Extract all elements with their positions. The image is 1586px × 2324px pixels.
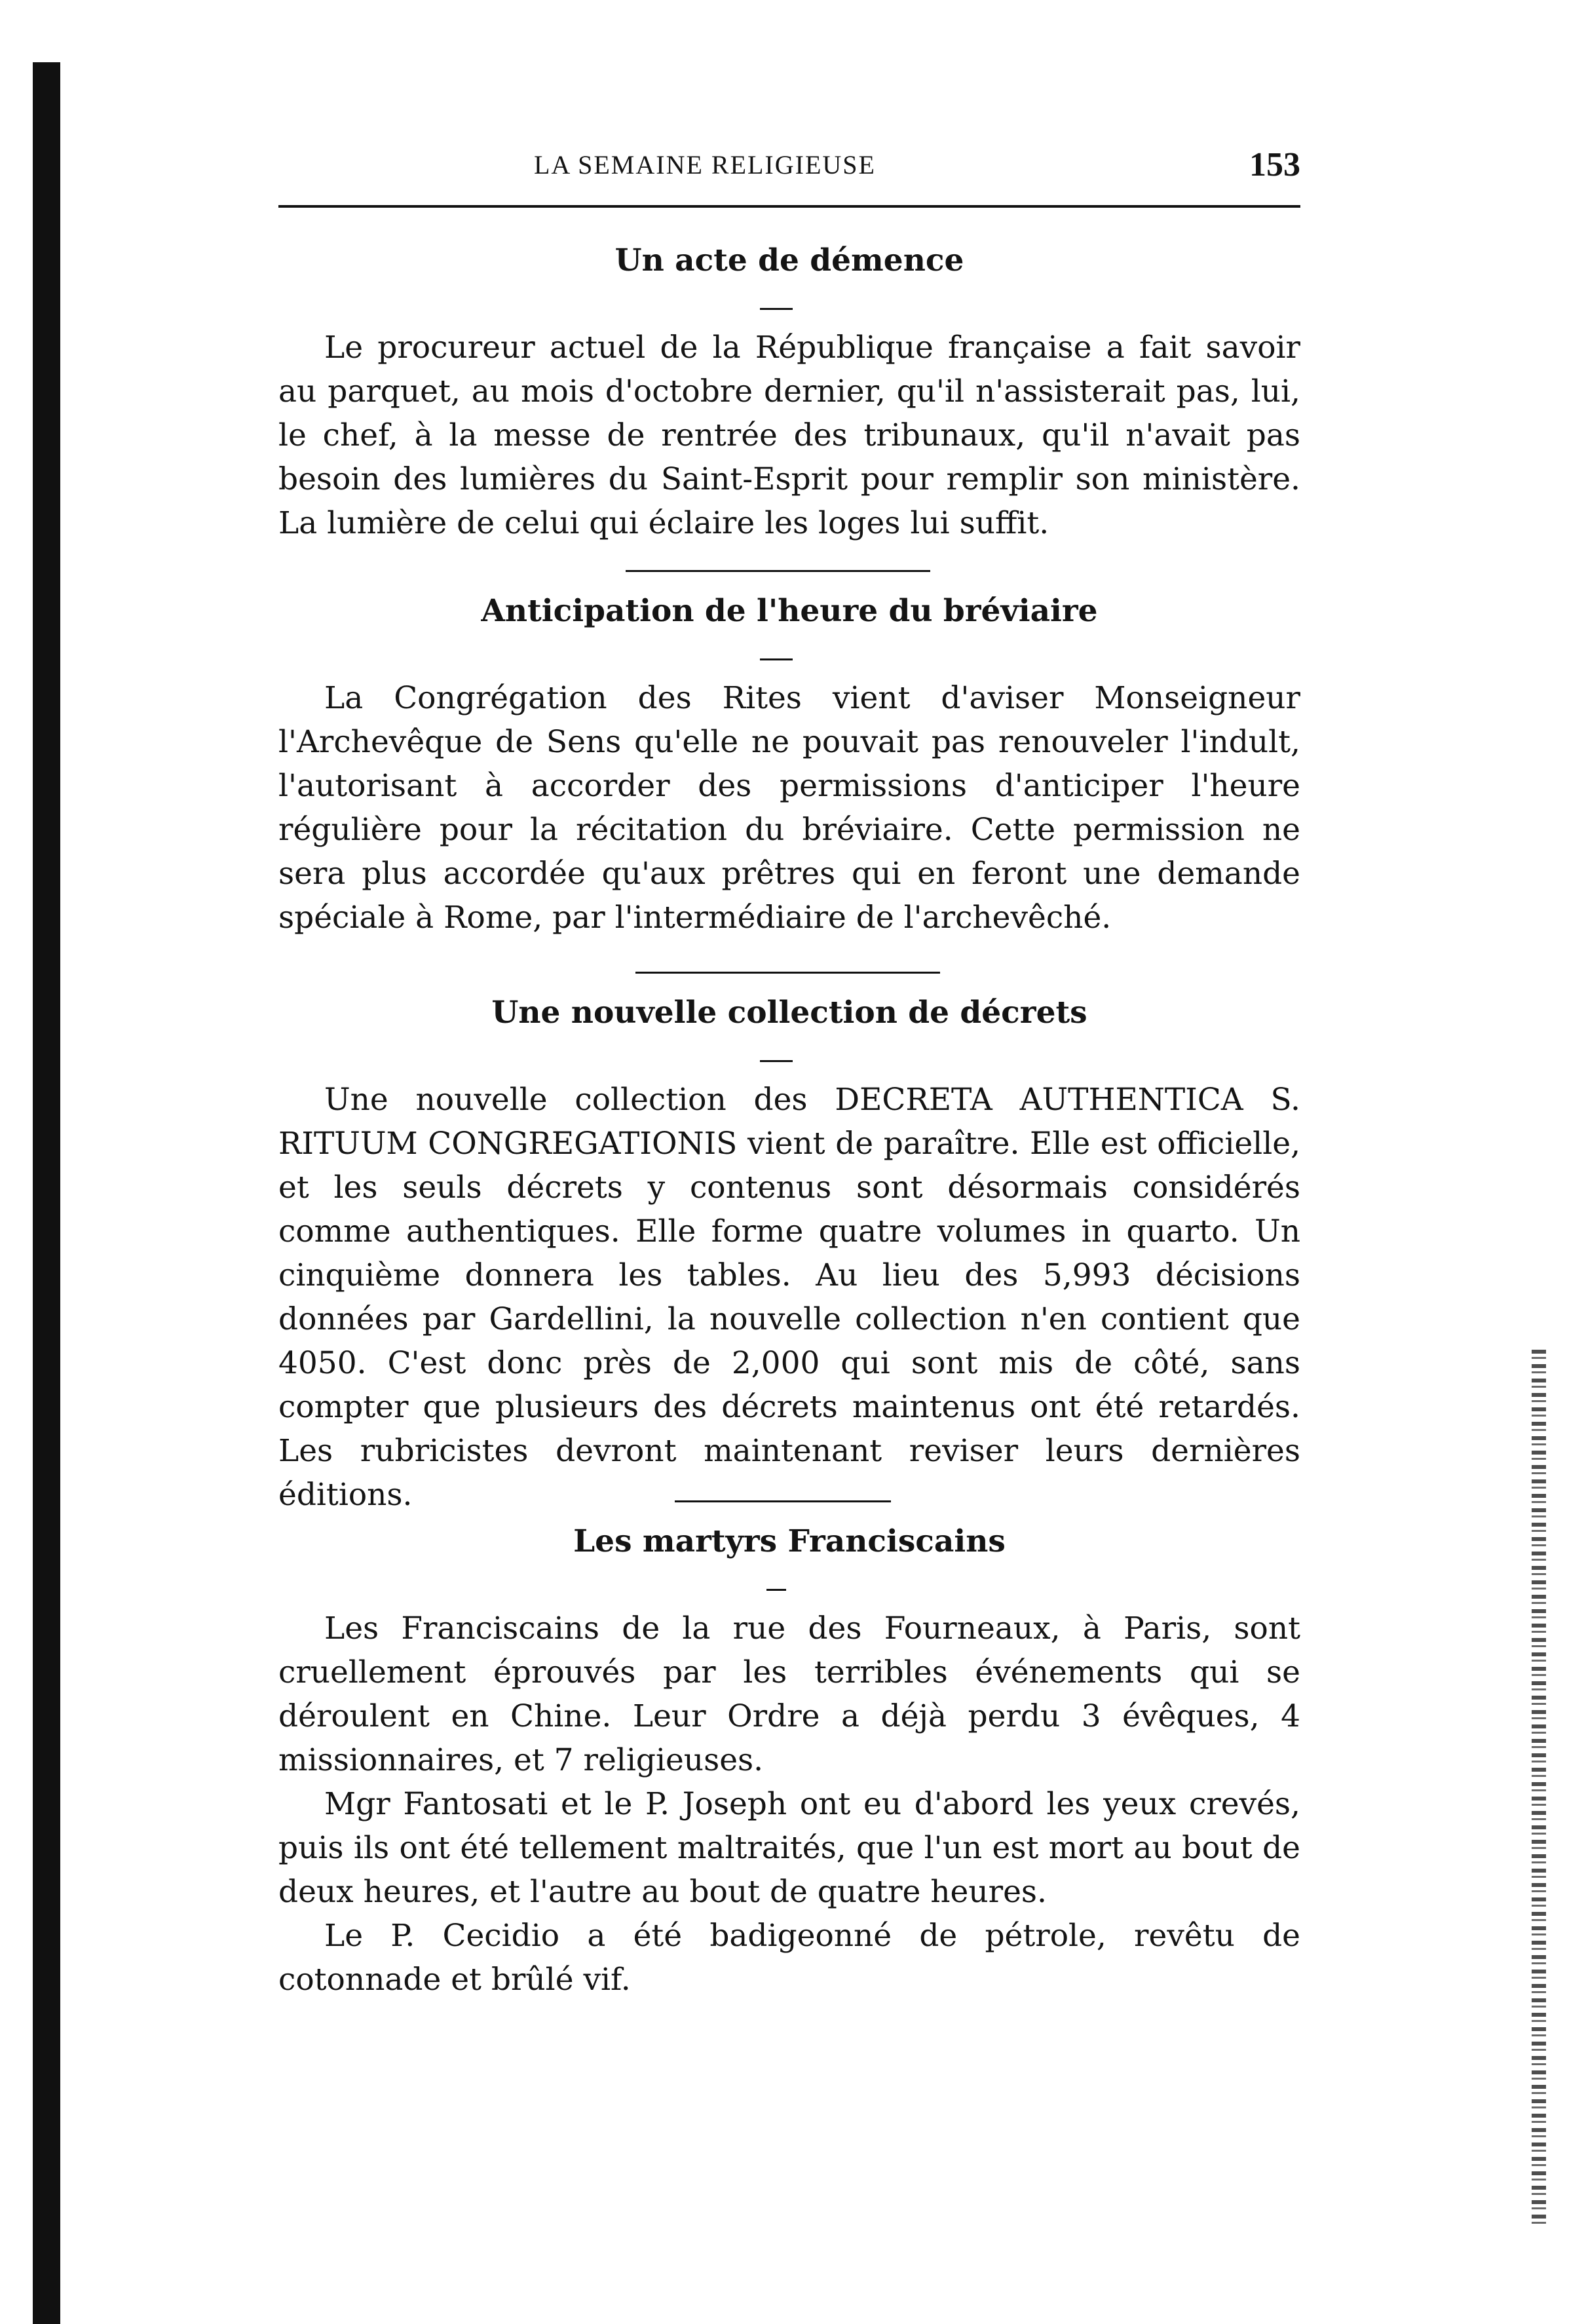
heading-dash xyxy=(760,308,793,310)
paragraph-martyrs-1: Les Franciscains de la rue des Fourneaux, à Paris, sont cruellement éprouvés par les terribles événements qui se déroulent en Chine. Leur Ordre a déjà perdu 3 évêques, 4 missionnaires, et 7 religieuses. xyxy=(278,1610,1300,1778)
paragraph-breviaire: La Congrégation des Rites vient d'aviser Monseigneur l'Archevêque de Sens qu'elle ne pouvait pas renouveler l'indult, l'autorisant à accorder des permissions d'anticiper l'heure régulière pour la récitation du bréviaire. Cette permission ne sera plus accordée qu'aux prêtres qui en feront une demande spéciale à Rome, par l'intermédiaire de l'archevêché. xyxy=(278,680,1300,936)
paragraph-demence: Le procureur actuel de la République française a fait savoir au parquet, au mois d'octobre dernier, qu'il n'assisterait pas, lui, le chef, à la messe de rentrée des tribunaux, qu'il n'avait pas besoin des lumières du Saint-Esprit pour remplir son ministère. La lumière de celui qui éclaire les loges lui suffit. xyxy=(278,330,1300,541)
section-heading-breviaire: Anticipation de l'heure du bréviaire xyxy=(481,593,1098,629)
paragraph-decrets-rest: vient de paraître. Elle est officielle, et les seuls décrets y contenus sont désormais considérés comme authentiques. Elle forme quatre volumes in quarto. Un cinquième donnera les tables. Au lieu des 5,993 décisions données par Gardellini, la nouvelle collection n'en contient que 4050. C'est donc près de 2,000 qui sont mis de côté, sans compter que plusieurs des décrets maintenus ont été retardés. Les rubricistes devront maintenant reviser leurs dernières éditions. xyxy=(278,1126,1301,1513)
running-head-title: LA SEMAINE RELIGIEUSE xyxy=(534,150,876,180)
paragraph-decrets xyxy=(278,1078,1300,1517)
paragraph-martyrs-2: Mgr Fantosati et le P. Joseph ont eu d'abord les yeux crevés, puis ils ont été tellement maltraités, que l'un est mort au bout de deux heures, et l'autre au bout de quatre heures. xyxy=(278,1786,1300,1910)
decreta-title: DECRETA AUTHENTICA S. RITUUM CONGREGATIONIS xyxy=(278,1082,1300,1162)
page xyxy=(278,0,1300,2324)
section-heading-decrets: Une nouvelle collection de décrets xyxy=(491,995,1087,1031)
section-heading-demence: Un acte de démence xyxy=(614,242,964,278)
page-number: 153 xyxy=(1249,146,1300,183)
section-separator xyxy=(626,570,930,572)
header-rule xyxy=(278,205,1300,208)
section-separator xyxy=(675,1500,891,1502)
paragraph-martyrs-3: Le P. Cecidio a été badigeonné de pétrole, revêtu de cotonnade et brûlé vif. xyxy=(278,1918,1300,1998)
scan-binding-edge xyxy=(33,62,60,2324)
scan-page-edge xyxy=(1532,1350,1546,2228)
section-separator xyxy=(635,972,940,974)
heading-dash xyxy=(760,658,793,660)
paragraph-decrets-start: Une nouvelle collection des xyxy=(324,1082,808,1118)
heading-dash xyxy=(766,1589,786,1591)
section-heading-martyrs: Les martyrs Franciscains xyxy=(573,1523,1006,1559)
running-head xyxy=(278,146,1300,195)
heading-dash xyxy=(760,1060,793,1062)
